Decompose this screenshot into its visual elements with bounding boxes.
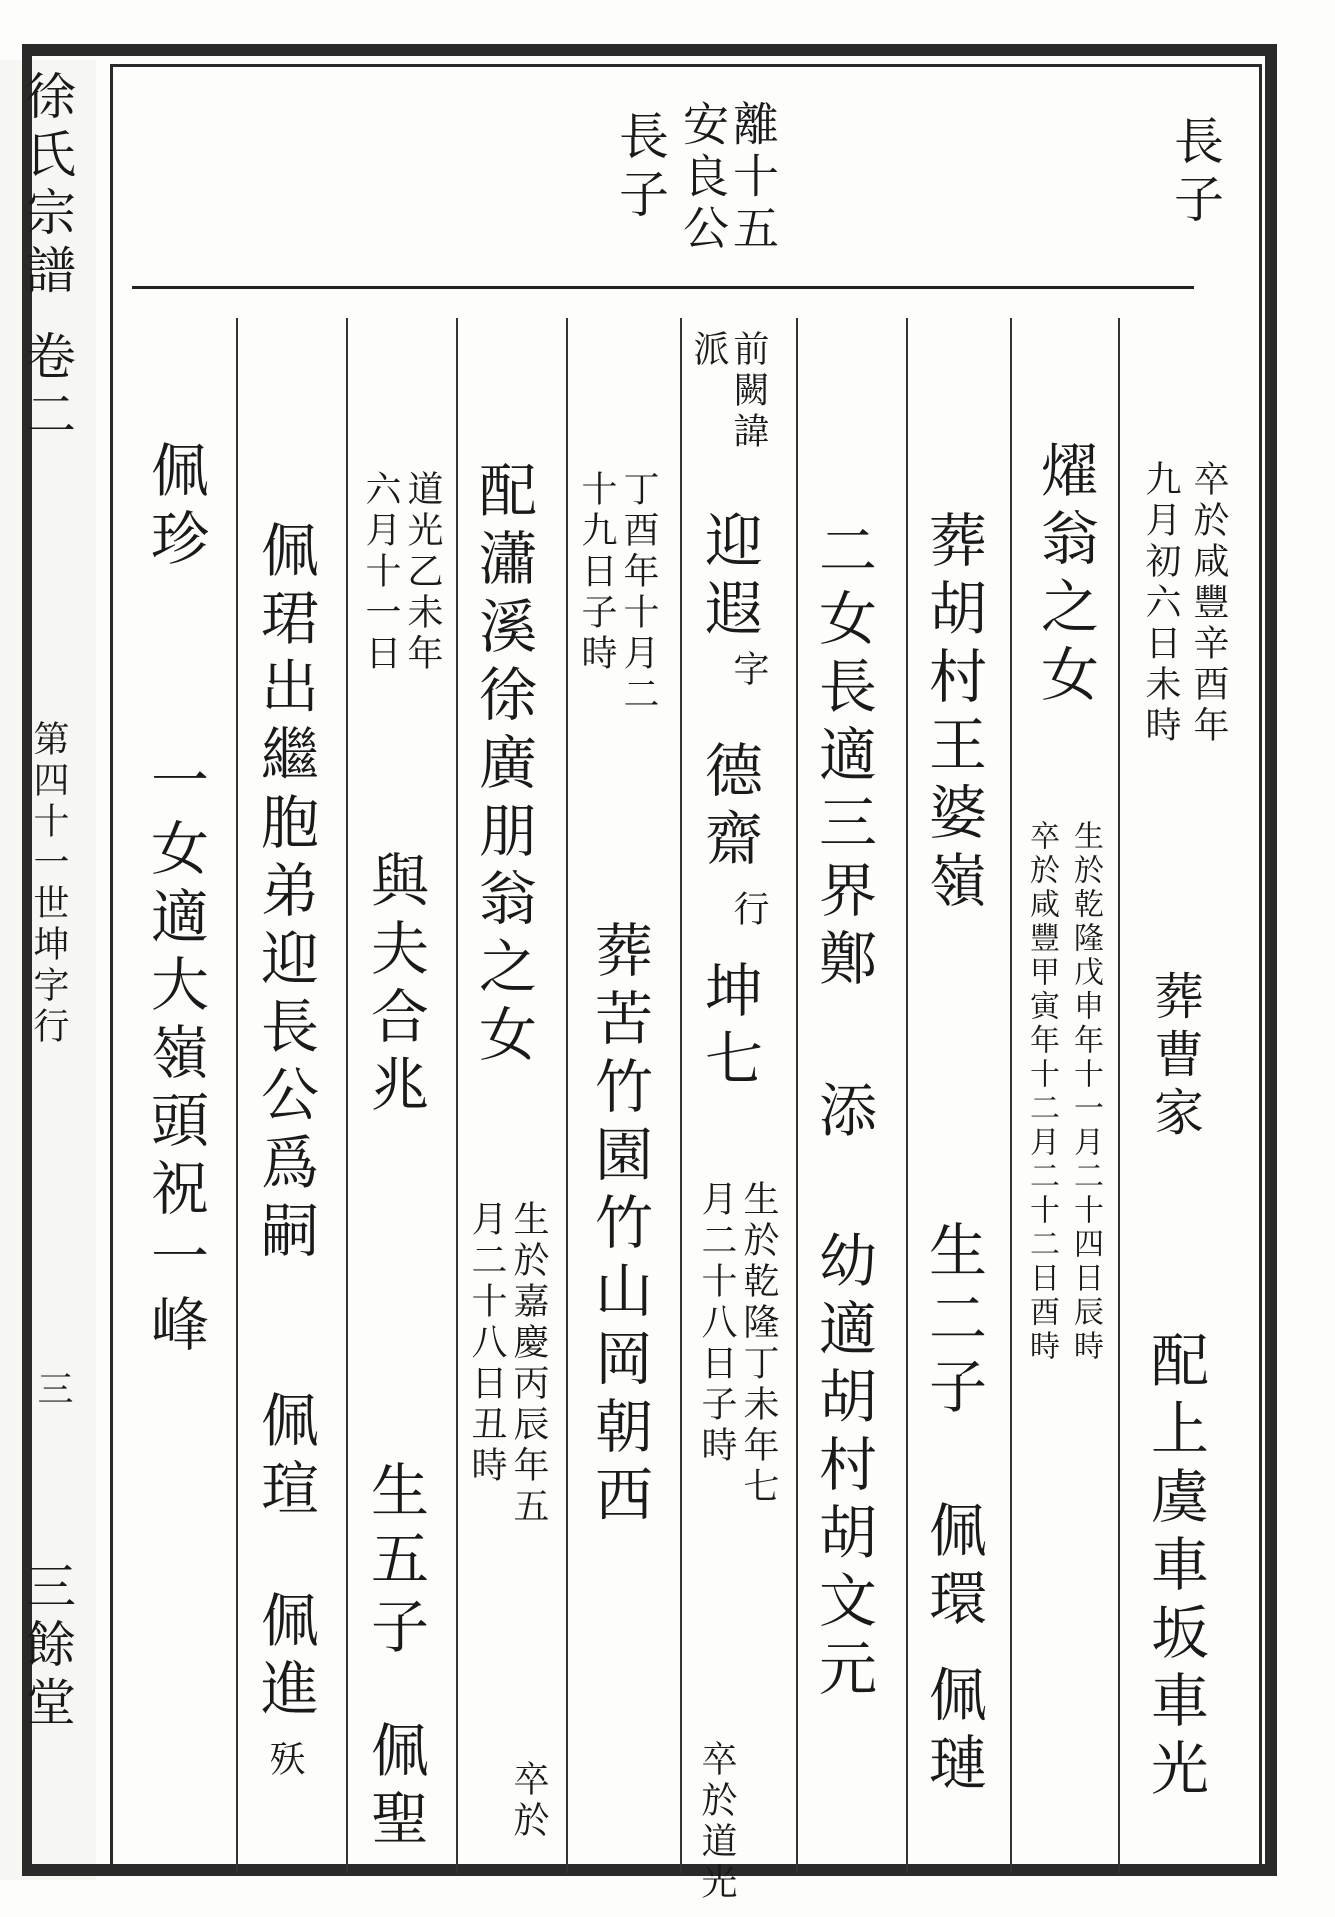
entry-sons-count: 生二子 <box>919 1220 987 1424</box>
entry-person-name: 迎遐 <box>695 510 763 646</box>
book-title: 徐氏宗譜 <box>18 70 76 302</box>
page-number: 三 <box>32 1370 73 1411</box>
column-divider <box>1010 318 1012 1873</box>
column-divider <box>456 318 458 1873</box>
column-divider <box>680 318 682 1873</box>
entry-death-note: 卒於 <box>508 1760 549 1842</box>
entry-death-day: 六月十一日 <box>360 470 401 675</box>
entry-burial: 葬苦竹園竹山岡朝西 <box>585 920 653 1532</box>
entry-style-label: 字 <box>728 650 769 691</box>
column-divider <box>1118 318 1120 1873</box>
entry-death-time: 十九日子時 <box>576 470 617 675</box>
volume-label: 卷二 <box>18 330 76 446</box>
branch-label-2: 安良公 <box>676 100 730 256</box>
entry-died-young-note: 殀 <box>264 1740 305 1781</box>
entry-daughter-husband: 添 <box>809 1080 877 1148</box>
branch-label-1: 離十五 <box>726 100 780 256</box>
entry-daughter-marriage: 一女適大嶺頭祝一峰 <box>141 750 209 1362</box>
entry-death-date: 丁酉年十月二 <box>618 470 659 716</box>
column-divider <box>566 318 568 1873</box>
header-eldest-son-left: 長子 <box>611 110 669 226</box>
entry-birth-date: 生於嘉慶丙辰年五 <box>508 1200 549 1528</box>
column-divider <box>906 318 908 1873</box>
entry-birth-date: 生於乾隆戊申年十一月二十四日辰時 <box>1068 820 1103 1364</box>
entry-death-date: 卒於咸豐甲寅年十二月二十二日酉時 <box>1024 820 1059 1364</box>
entry-burial: 葬胡村王婆嶺 <box>919 510 987 918</box>
entry-death-time: 九月初六日未時 <box>1140 460 1181 747</box>
entry-adopted-son: 佩珺出繼胞弟迎長公爲嗣 <box>251 520 319 1268</box>
entry-daughters: 二女長適三界鄭 <box>809 520 877 996</box>
entry-birth-date: 生於乾隆丁未年七 <box>738 1180 779 1508</box>
entry-son-name: 佩進 <box>251 1590 319 1726</box>
hall-name: 三餘堂 <box>18 1560 76 1734</box>
entry-burial: 葬曹家 <box>1146 970 1204 1144</box>
column-divider <box>346 318 348 1873</box>
entry-death-date: 道光乙未年 <box>402 470 443 675</box>
entry-style-name: 德齋 <box>695 740 763 876</box>
entry-sons-count: 生五子 <box>361 1460 429 1664</box>
entry-prior-note: 前闕諱 <box>728 330 769 453</box>
entry-spouse-father: 燿翁之女 <box>1031 440 1099 712</box>
entry-younger-daughter: 幼適胡村胡文元 <box>809 1230 877 1706</box>
entry-birth-time: 月二十八日丑時 <box>466 1200 507 1487</box>
entry-spouse: 配上虞車坂車光 <box>1141 1330 1209 1806</box>
entry-sons-names: 佩環 佩璉 <box>919 1500 987 1801</box>
entry-birth-time: 月二十八日子時 <box>696 1180 737 1467</box>
entry-son-name: 佩珍 <box>141 440 209 576</box>
entry-spouse: 配瀟溪徐廣朋翁之女 <box>469 460 537 1072</box>
header-rule <box>132 286 1194 289</box>
entry-death-note: 卒於道光 <box>696 1740 737 1904</box>
entry-son-name: 佩瑄 <box>251 1390 319 1526</box>
column-divider <box>796 318 798 1873</box>
entry-rank: 坤七 <box>695 960 763 1096</box>
entry-rank-label: 行 <box>728 890 769 931</box>
column-divider <box>236 318 238 1873</box>
entry-death-date: 卒於咸豐辛酉年 <box>1188 460 1229 747</box>
header-eldest-son-right: 長子 <box>1166 115 1224 231</box>
entry-joint-burial: 與夫合兆 <box>361 850 429 1122</box>
entry-branch-note: 派 <box>688 330 729 371</box>
entry-son-name: 佩聖 <box>361 1720 429 1856</box>
generation-label: 第四十一世坤字行 <box>28 720 69 1048</box>
